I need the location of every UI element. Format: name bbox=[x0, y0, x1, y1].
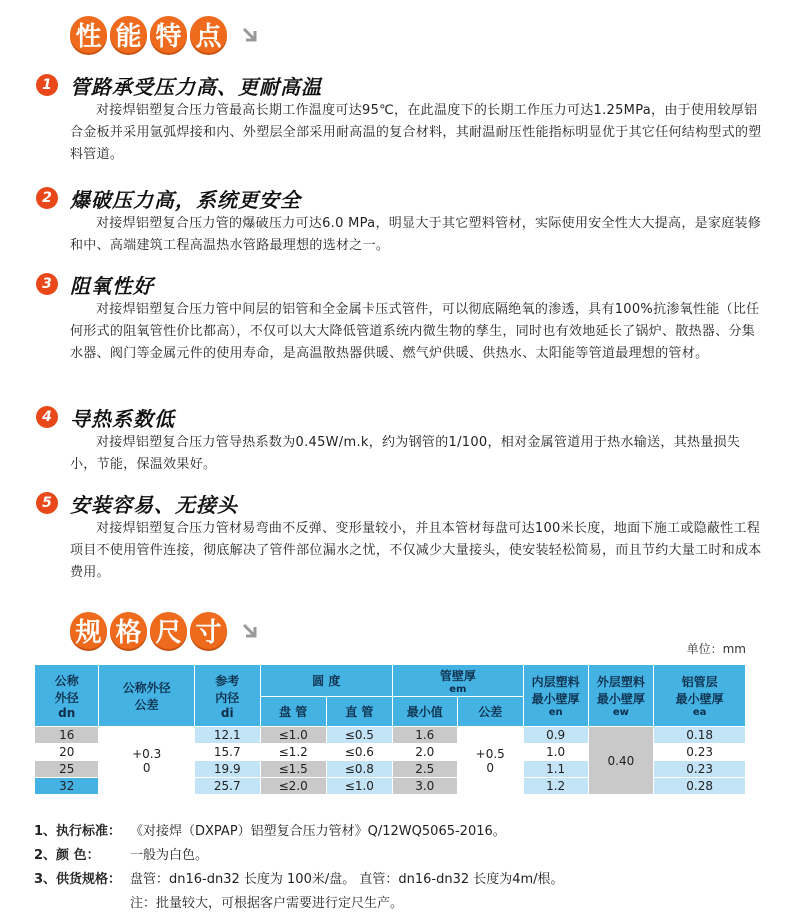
feature-title: 导热系数低 bbox=[70, 406, 175, 431]
feature-4 bbox=[36, 402, 766, 476]
cell-wall-tol: +0.5 0 bbox=[457, 727, 523, 795]
feature-2 bbox=[36, 183, 766, 257]
header-dn: 公称 外径 dn bbox=[35, 665, 99, 727]
cell-straight: ≤0.5 bbox=[326, 727, 392, 744]
cell-inner: 1.0 bbox=[523, 744, 588, 761]
feature-title: 阻氧性好 bbox=[70, 273, 154, 298]
cell-inner: 1.1 bbox=[523, 761, 588, 778]
feature-5 bbox=[36, 488, 766, 584]
title-char: 点 bbox=[190, 16, 227, 53]
header-wall: 管壁厚 em bbox=[392, 665, 523, 697]
cell-dn: 25 bbox=[35, 761, 99, 778]
cell-di: 19.9 bbox=[194, 761, 260, 778]
title-char: 寸 bbox=[190, 612, 227, 649]
cell-wall-min: 1.6 bbox=[392, 727, 457, 744]
cell-coil: ≤1.2 bbox=[260, 744, 326, 761]
title-char: 格 bbox=[110, 612, 147, 649]
header-di: 参考 内径 di bbox=[194, 665, 260, 727]
unit-label: 单位：mm bbox=[686, 642, 746, 656]
cell-di: 12.1 bbox=[194, 727, 260, 744]
cell-al: 0.23 bbox=[654, 761, 746, 778]
cell-coil: ≤2.0 bbox=[260, 778, 326, 795]
feature-3 bbox=[36, 269, 766, 365]
title-char: 特 bbox=[150, 16, 187, 53]
feature-body: 对接焊铝塑复合压力管材易弯曲不反弹、变形量较小，并且本管材每盘可达100米长度，地面下施工或隐蔽性工程项目不使用管件连接，彻底解决了管件部位漏水之忧，不仅减少大量接头，使安装轻松简易，而且节约大量工时和成本费用。 bbox=[70, 521, 762, 580]
feature-body: 对接焊铝塑复合压力管中间层的铝管和全金属卡压式管件，可以彻底隔绝氧的渗透，具有100%抗渗氧性能（比任何形式的阻氧管性价比都高），不仅可以大大降低管道系统内微生物的孳生，同时也有效地延长了锅炉、散热器、分集水器、阀门等金属元件的使用寿命，是高温散热器供暖、燃气炉供暖、供热水、太阳能等管道最理想的管材。 bbox=[70, 302, 760, 361]
feature-number: 4 bbox=[36, 406, 58, 428]
title-char: 性 bbox=[70, 16, 107, 53]
notes bbox=[34, 820, 564, 916]
note-color: 2、颜 色： 一般为白色。 bbox=[34, 848, 209, 863]
note-standard: 1、执行标准： 《对接焊（DXPAP）铝塑复合压力管材》Q/12WQ5065-2016。 bbox=[34, 824, 506, 839]
header-al: 铝管层 最小壁厚 ea bbox=[654, 665, 746, 727]
cell-straight: ≤0.6 bbox=[326, 744, 392, 761]
cell-dn: 16 bbox=[35, 727, 99, 744]
title-char: 能 bbox=[110, 16, 147, 53]
header-tolerance: 公称外径 公差 bbox=[99, 665, 194, 727]
header-inner: 内层塑料 最小壁厚 en bbox=[523, 665, 588, 727]
cell-di: 25.7 bbox=[194, 778, 260, 795]
cell-coil: ≤1.5 bbox=[260, 761, 326, 778]
cell-di: 15.7 bbox=[194, 744, 260, 761]
spec-table bbox=[34, 664, 746, 795]
header-outer: 外层塑料 最小壁厚 ew bbox=[588, 665, 654, 727]
feature-body: 对接焊铝塑复合压力管最高长期工作温度可达95℃，在此温度下的长期工作压力可达1.25MPa，由于使用较厚铝合金板并采用氩弧焊接和内、外塑层全部采用耐高温的复合材料，其耐温耐压性能指标明显优于其它任何结构型式的塑料管道。 bbox=[70, 103, 762, 162]
feature-number: 5 bbox=[36, 492, 58, 514]
arrow-down-right-icon bbox=[240, 25, 260, 45]
section-title-features bbox=[70, 16, 260, 53]
feature-title: 爆破压力高，系统更安全 bbox=[70, 187, 301, 212]
cell-wall-min: 3.0 bbox=[392, 778, 457, 795]
cell-inner: 0.9 bbox=[523, 727, 588, 744]
cell-dn: 32 bbox=[35, 778, 99, 795]
section-title-specs bbox=[70, 612, 260, 649]
feature-body: 对接焊铝塑复合压力管导热系数为0.45W/m.k，约为钢管的1/100，相对金属管道用于热水输送，其热量损失小，节能，保温效果好。 bbox=[70, 435, 741, 472]
cell-al: 0.23 bbox=[654, 744, 746, 761]
header-coil: 盘 管 bbox=[260, 697, 326, 727]
header-wall-tol: 公差 bbox=[457, 697, 523, 727]
cell-tolerance: +0.3 0 bbox=[99, 727, 194, 795]
cell-coil: ≤1.0 bbox=[260, 727, 326, 744]
cell-dn: 20 bbox=[35, 744, 99, 761]
cell-wall-min: 2.0 bbox=[392, 744, 457, 761]
feature-body: 对接焊铝塑复合压力管的爆破压力可达6.0 MPa，明显大于其它塑料管材，实际使用安全性大大提高，是家庭装修和中、高端建筑工程高温热水管路最理想的选材之一。 bbox=[70, 216, 762, 253]
header-straight: 直 管 bbox=[326, 697, 392, 727]
note-remark: 注：批量较大，可根据客户需要进行定尺生产。 bbox=[130, 896, 404, 911]
cell-al: 0.28 bbox=[654, 778, 746, 795]
cell-inner: 1.2 bbox=[523, 778, 588, 795]
feature-title: 管路承受压力高、更耐高温 bbox=[70, 74, 322, 99]
feature-title: 安装容易、无接头 bbox=[70, 492, 238, 517]
title-char: 规 bbox=[70, 612, 107, 649]
feature-number: 1 bbox=[36, 74, 58, 96]
cell-straight: ≤0.8 bbox=[326, 761, 392, 778]
feature-1 bbox=[36, 70, 766, 166]
arrow-down-right-icon bbox=[240, 621, 260, 641]
header-ovality: 圆 度 bbox=[260, 665, 392, 697]
cell-straight: ≤1.0 bbox=[326, 778, 392, 795]
note-supply: 3、供货规格： 盘管：dn16-dn32 长度为 100米/盘。 直管：dn16-dn32 长度为4m/根。 bbox=[34, 872, 564, 887]
title-char: 尺 bbox=[150, 612, 187, 649]
feature-number: 3 bbox=[36, 273, 58, 295]
header-wall-min: 最小值 bbox=[392, 697, 457, 727]
table-row bbox=[35, 727, 746, 744]
cell-al: 0.18 bbox=[654, 727, 746, 744]
cell-outer: 0.40 bbox=[588, 727, 654, 795]
feature-number: 2 bbox=[36, 187, 58, 209]
cell-wall-min: 2.5 bbox=[392, 761, 457, 778]
